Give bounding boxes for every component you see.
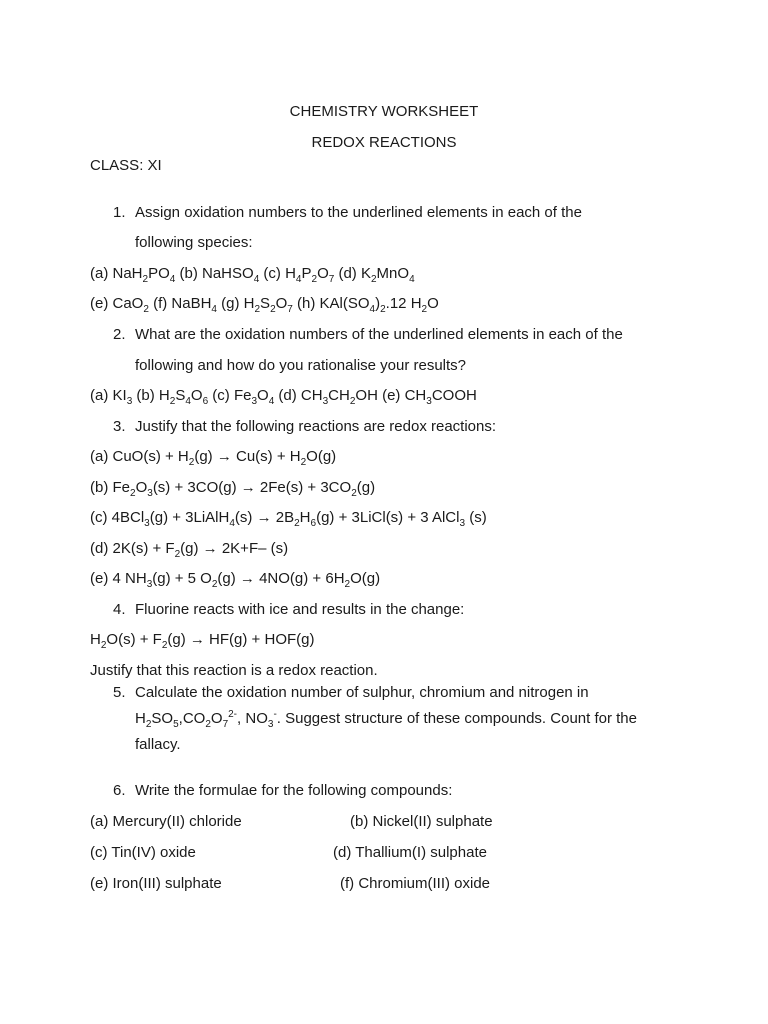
question-number: 5. [113,684,126,701]
question-text: Calculate the oxidation number of sulphur, chromium and nitrogen in [135,684,589,701]
question-4 [113,601,464,619]
compound-item: (b) Nickel(II) sulphate [350,813,493,830]
question-2-continued: following and how do you rationalise your results? [135,357,467,374]
compound-item: (e) Iron(III) sulphate [90,875,222,892]
question-text: Assign oxidation numbers to the underlined elements in each of the [135,204,582,221]
question-1 [113,204,582,222]
question-number: 2. [113,326,126,343]
worksheet-subtitle: REDOX REACTIONS [311,134,457,151]
question-1-continued: following species: [135,234,253,251]
species-line: (a) $KI_3$ (b) $H_2S_4O_6$ (c) $Fe_3O_4$ (d) $CH_3CH_2OH$ (e) $CH_3COOH$ [90,387,477,407]
reaction-line: (a) $CuO(s) + H_2(g) \to Cu(s) + H_2O(g)$ [90,448,337,468]
compound-item: (c) Tin(IV) oxide [90,844,196,861]
question-number: 1. [113,204,126,221]
question-3 [113,418,496,436]
worksheet-title: CHEMISTRY WORKSHEET [289,103,479,120]
question-5-continued: fallacy. [135,736,181,753]
question-text: Justify that the following reactions are redox reactions: [135,418,497,435]
class-label: CLASS: XI [90,157,162,174]
question-5-formulas: $H_2SO_5,CO_2O_7^{2-}$, $NO_3^-$. Suggest structure of these compounds. Count for the [135,709,637,730]
reaction-line: $H_2O(s) + F_2(g) \to HF(g) + HOF(g)$ [90,631,315,651]
compound-item: (a) Mercury(II) chloride [90,813,242,830]
question-5 [113,684,589,702]
question-6 [113,782,452,800]
question-number: 6. [113,782,126,799]
justify-statement: Justify that this reaction is a redox reaction. [90,662,378,679]
compound-item: (f) Chromium(III) oxide [340,875,491,892]
species-line: (a) $NaH_2PO_4$ (b) NaHSO$_4$ (c) $H_4P_2O_7$ (d) $K_2MnO_4$ [90,265,415,285]
question-text: What are the oxidation numbers of the underlined elements in each of the [135,326,623,343]
compound-item: (d) Thallium(I) sulphate [333,844,487,861]
question-number: 3. [113,418,126,435]
question-2 [113,326,623,344]
species-line: (e) CaO$_2$ (f) NaBH$_4$ (g) $H_2S_2O_7$ (h) $KAl(SO_4)_2.12$ $H_2O$ [90,295,439,315]
question-text: Write the formulae for the following compounds: [135,782,453,799]
reaction-line: (e) 4 $NH_3(g) + 5$ $O_2(g) \to 4NO(g) + 6H_2O(g)$ [90,570,381,590]
reaction-line: (d) $2K(s) + F_2(g) \to 2K+F-$ (s) [90,540,289,560]
reaction-line: (c) 4BCl$_3$(g) + 3LiAlH$_4$(s) → $2B_2H_6(g)$ + 3LiCl(s) + 3 AlCl$_3$ (s) [90,509,487,529]
question-number: 4. [113,601,126,618]
reaction-line: (b) $Fe_2O_3(s) + 3CO(g) \to 2Fe(s) + 3CO_2(g)$ [90,479,376,499]
question-text: Fluorine reacts with ice and results in the change: [135,601,465,618]
